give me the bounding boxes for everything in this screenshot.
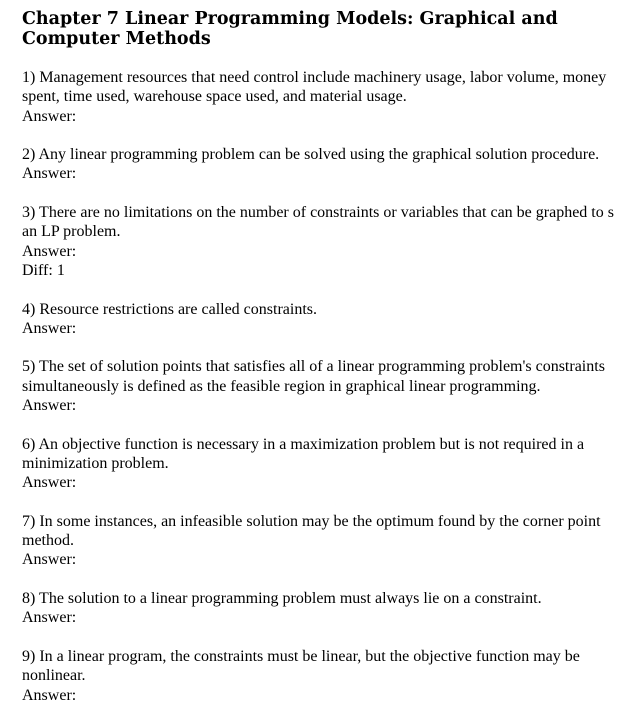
- question-text: 6) An objective function is necessary in a maximization problem but is not required in a minimization problem.: [22, 435, 585, 472]
- answer-label: Answer:: [22, 609, 77, 627]
- question-text-line-2: an LP problem.: [22, 223, 121, 241]
- question-2: [22, 145, 638, 184]
- question-9: [22, 647, 638, 705]
- answer-label: Answer:: [22, 686, 77, 704]
- question-text: 2) Any linear programming problem can be solved using the graphical solution procedure.: [22, 146, 600, 164]
- question-4: [22, 300, 638, 339]
- answer-label: Answer:: [22, 319, 77, 337]
- question-text: 9) In a linear program, the constraints must be linear, but the objective function may be nonlinear.: [22, 647, 580, 685]
- answer-label: Answer:: [22, 551, 77, 569]
- document-page: [22, 9, 638, 724]
- answer-label: Answer:: [22, 242, 77, 260]
- question-text-line-1: 3) There are no limitations on the number of constraints or variables that can be graphed to s: [22, 204, 614, 222]
- question-8: [22, 589, 638, 628]
- answer-label: Answer:: [22, 107, 77, 125]
- question-1: [22, 68, 638, 126]
- question-5: [22, 357, 638, 415]
- question-text: 5) The set of solution points that satisfies all of a linear programming problem's constraints simultaneously is defined as the feasible region in graphical linear programming.: [22, 358, 605, 395]
- chapter-title: Chapter 7 Linear Programming Models: Graphical and Computer Methods: [22, 9, 558, 49]
- question-text: 4) Resource restrictions are called constraints.: [22, 300, 317, 318]
- question-7: [22, 512, 638, 570]
- answer-label: Answer:: [22, 397, 77, 415]
- difficulty-label: Diff: 1: [22, 261, 65, 279]
- answer-label: Answer:: [22, 165, 77, 183]
- question-text: 8) The solution to a linear programming problem must always lie on a constraint.: [22, 590, 542, 608]
- question-6: [22, 435, 638, 493]
- question-3: [22, 203, 638, 280]
- question-text: 7) In some instances, an infeasible solution may be the optimum found by the corner point method.: [22, 512, 601, 550]
- answer-label: Answer:: [22, 474, 77, 492]
- question-text: 1) Management resources that need control include machinery usage, labor volume, money spent, time used, warehouse space used, and material usage.: [22, 69, 607, 106]
